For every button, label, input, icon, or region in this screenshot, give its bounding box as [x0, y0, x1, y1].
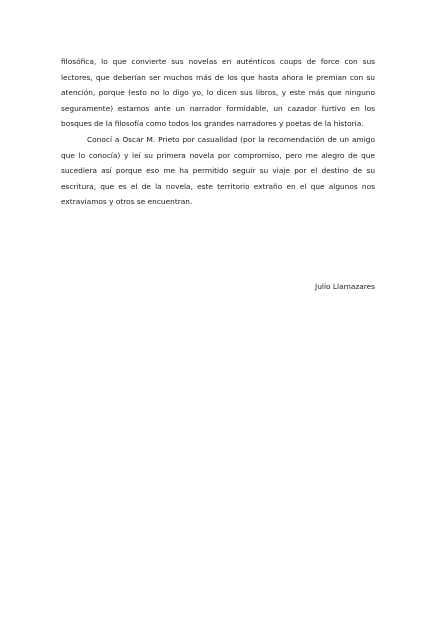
author-signature: Julio Llamazares [315, 282, 375, 291]
body-text [61, 54, 375, 210]
paragraph-2: Conocí a Oscar M. Prieto por casualidad (por la recomendación de un amigo que lo conocía) y leí su primera novela por compromiso, pero me alegro de que sucediera así porque eso me ha permitido seguir su viaje por el destino de su escritura, que es el de la novela, este territorio extraño en el que algunos nos extraviamos y otros se encuentran. [61, 134, 375, 207]
paragraph-1: filosófica, lo que convierte sus novelas en auténticos coups de force con sus lectores, que deberían ser muchos más de los que hasta ahora le premian con su atención, porque (esto no lo digo yo, lo dicen sus libros, y este más que ninguno seguramente) estamos ante un narrador formidable, un cazador furtivo en los bosques de la filosofía como todos los grandes narradores y poetas de la historia. [61, 57, 375, 129]
